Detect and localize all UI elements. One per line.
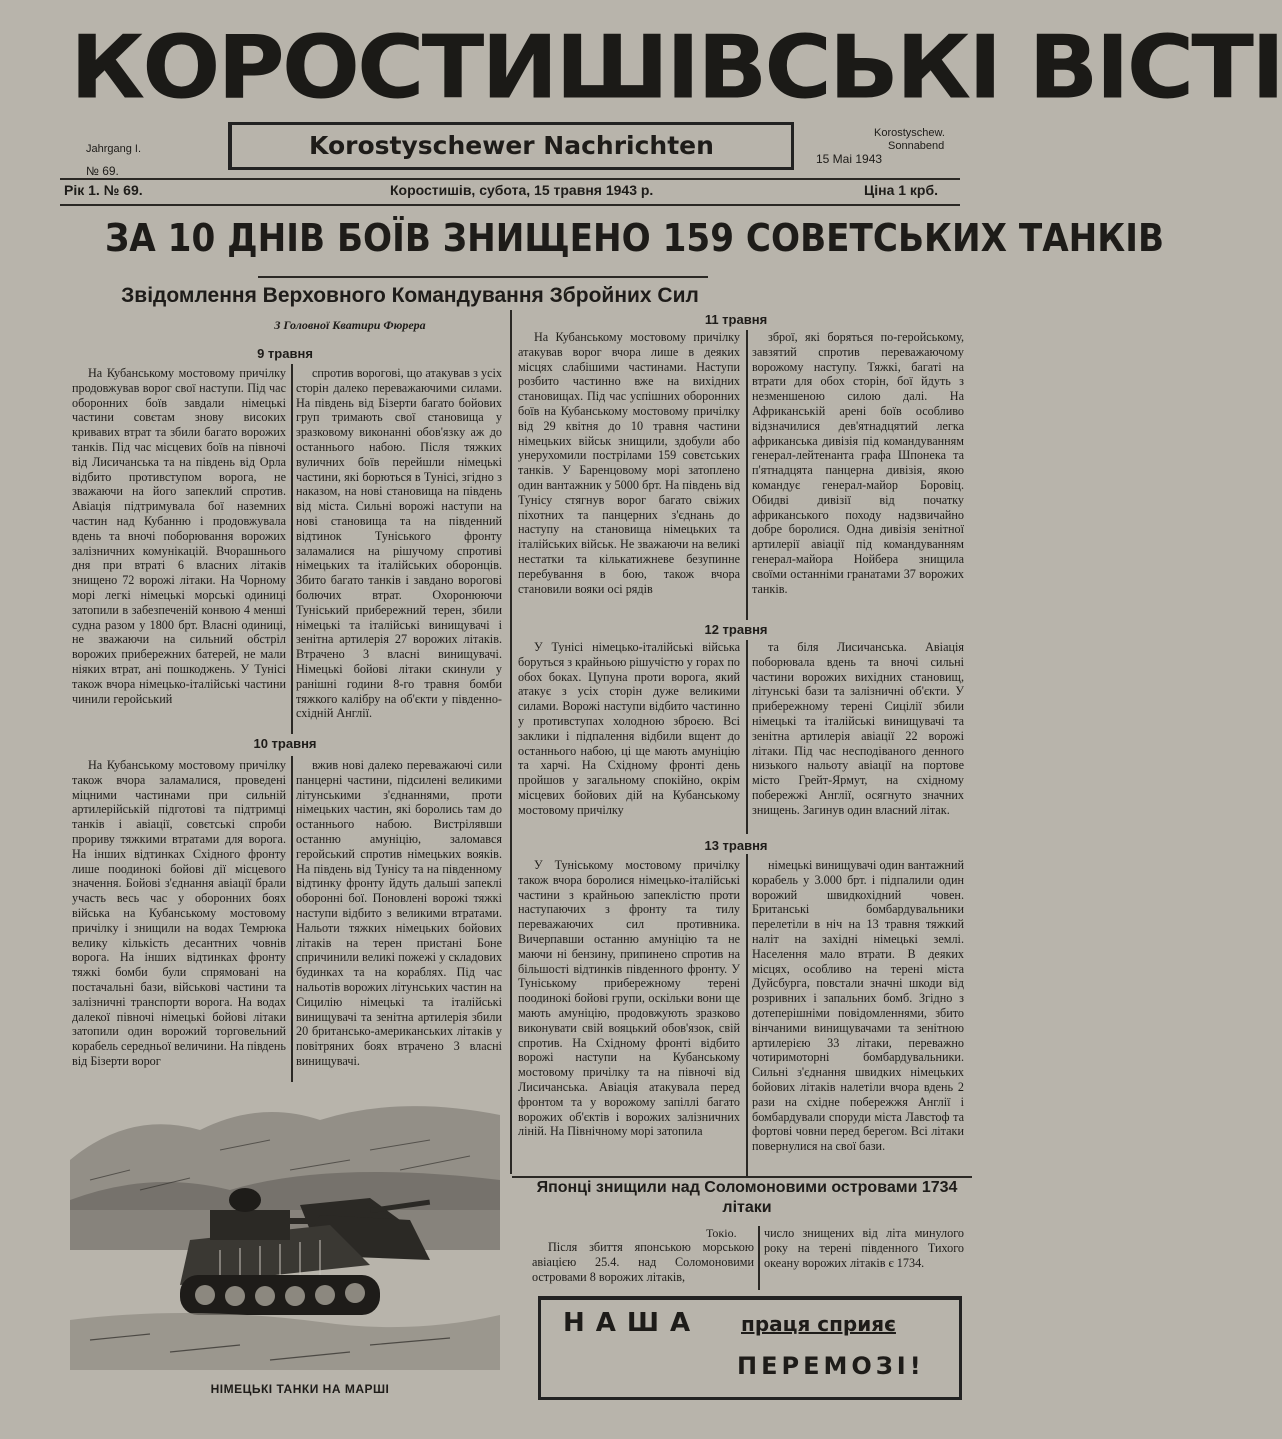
japan-text-1: Після збиття японською морською авіацією 25.4. над Соломоновими островами 8 ворожих літаків, [532,1240,754,1284]
report-source: З Головної Кватири Фюрера [274,318,426,332]
tank-drawing [70,1090,500,1370]
masthead-title: КОРОСТИШІВСЬКІ ВІСТІ [70,16,1282,119]
day-11-column-1 [518,330,740,618]
top-rule [60,178,960,180]
masthead-day: Sonnabend [888,140,945,152]
slogan-word-2: праця сприяє [741,1312,896,1336]
masthead-date: 15 Mai 1943 [816,152,883,166]
column-divider [758,1226,760,1290]
day-13-text-1: У Туніському мостовому причілку також вчора боролися німецько-італійські частини з крайньою запеклістю проти наступаючих з фронту та тилу переважаючих сил противника. Вичерпавши останню амуніцію та не маючи ні бензину, припинено спротив на більшості відтинків південного фронту. У Туніському прибережному терені поодинокі бойові групи, оскільки вони ще мають амуніцію, продовжують зразково виконувати свій вояцький обов'язок, свій спротив. На Східному фронті відбито ворожі наступи на Кубанському мостовому причілку та на півночі від Лисичанська. Авіація атакувала перед фронтом та у ворожому запіллі багато ворожих об'єктів і ворожих залізничних ліній. На Північному морі затопила [518,858,740,1139]
column-divider [746,640,748,834]
japan-column-2 [764,1226,964,1290]
day-10-column-1 [72,758,286,1082]
day-12-text-2: та біля Лисичанська. Авіація поборювала вдень та вночі сильні частини ворожих вихідних становищ, літунські бази та залізничні об'єкти. У прибережному терені Сицілії збили німецькі та італійські винищувачі та зенітна артилерія авіації 22 ворожі літаки. Під час несподіваного денного низького нальоту авіації на портове місто Грейт-Ярмут, на східному побережжі Англії, осягнуто значних знищень. Загинув один власний літак. [752,640,964,817]
tank-caption: НІМЕЦЬКІ ТАНКИ НА МАРШІ [210,1382,390,1396]
issue-number: Рік 1. № 69. [64,182,143,198]
page-divider [510,310,512,1174]
day-10-heading: 10 травня [253,736,317,751]
column-divider [291,364,293,734]
japan-column-1 [532,1240,754,1290]
day-13-column-1 [518,858,740,1174]
slogan-word-3: ПЕРЕМОЗІ! [737,1352,925,1380]
day-12-column-2 [752,640,964,834]
day-9-text-1: На Кубанському мостовому причілку продовжував ворог свої наступи. Під час оборонних боїв завдали німецькі частини совєтам знову високих кривавих втрат та збили багато ворожих танків. Під час місцевих боїв на півночі від Лисичанська та на південь від Орла відбито противступом ворога, не зважаючи на його запеклий спротив. Авіація підтримувала бої наземних частин над Кубанню і продовжувала вдень та вночі поборювання ворожих залізничних комунікацій. Вчорашнього дня при втраті 6 власних літаків знищено 72 ворожі літаки. На Чорному морі легкі німецькі морські одиниці затопили в забезпеченій конвою 4 менші судна разом у 1800 брт. Власні одиниці, не зважаючи на сильний обстріл ворожих прибережних батерей, не мали ніяких втрат, ані пошкоджень. У Тунісі також вчора німецько-італійські частини чинили геройський [72,366,286,706]
main-headline: ЗА 10 ДНІВ БОЇВ ЗНИЩЕНО 159 СОВЕТСЬКИХ ТАНКІВ [105,216,1165,260]
day-9-text-2: спротив ворогові, що атакував з усіх сторін далеко переважаючими силами. На південь від Бізерти багато бойових груп тримають свої становища у зразковому виконанні обов'язку аж до останнього набою. Після тяжких вуличних боїв перейшли німецькі частини, які борються в Тунісі, згідно з наказом, на нові становища на південь від міста. Сильні ворожі наступи на нові становища та на південний відтинок Туніського фронту заламалися на рішучому спротиві німецьких та італійських оборонців. Збито багато танків і завдано ворогові болючих втрат. Охоронюючи Туніський прибережний терен, збили німецькі та італійські винищувачі і зенітна артилерія 27 ворожих літаків. Втрачено 3 власні винищувачі. Німецькі бойові літаки скинули у ранішні години 8-го травня бомби тяжкого калібру на об'єкти у південно-східній Англії. [296,366,502,721]
day-10-column-2 [296,758,502,1068]
column-divider [746,854,748,1176]
report-title: Звідомлення Верховного Командування Збройних Сил [121,284,699,307]
masthead-year: Jahrgang I. [86,143,142,155]
dateline [64,182,954,202]
headline-rule [258,276,708,278]
japan-text-2: число знищених від літа минулого року на терені південного Тихого океану ворожих літаків є 1734. [764,1226,964,1270]
day-9-heading: 9 травня [257,346,313,361]
place-date: Коростишів, субота, 15 травня 1943 р. [390,182,654,198]
day-11-text-1: На Кубанському мостовому причілку атакував ворог вчора лише в деяких місцях слабішими частинами. Наступи розбито частинно вже на вихідних становищах. Під час успішних оборонних боїв на Кубанському мостовому причілку від 29 квітня до 10 травня частини німецьких військ знищили, здобули або унерухомили пострілами 159 совєтських танків. У Баренцовому морі затоплено один вантажник у 5000 брт. На південь від Тунісу стягнув ворог багато свіжих піхотних та панцерних з'єднань до наступу на становища німецьких та італійських військ. Не зважаючи на великі нестатки та кількатижневе безупинне перебування в бою, також вчора становили вояки осі рядів [518,330,740,596]
tank-illustration [70,1090,500,1370]
day-12-heading: 12 травня [704,622,768,637]
masthead-subtitle: Korostyschewer Nachrichten [228,122,794,170]
japan-place: Токіо. [706,1226,737,1240]
masthead-place: Korostyschew. [874,127,945,139]
day-13-column-2 [752,858,964,1174]
column-divider [291,756,293,1082]
dateline-rule [60,204,960,206]
price: Ціна 1 крб. [864,182,939,198]
slogan-box [538,1296,962,1400]
masthead-number: № 69. [86,164,119,178]
day-9-column-2 [296,366,502,722]
column-divider [746,330,748,620]
slogan-word-1: НАША [563,1308,702,1338]
day-11-column-2 [752,330,964,608]
day-12-text-1: У Тунісі німецько-італійські війська боруться з крайньою рішучістю у горах по обох боках. Цупуна проти ворога, який атакує з усіх сторін дуже великими силами. Ворожі наступи відбито частинно у противступах холодною зброєю. Всі заклики і підпалення відбили вщент до останнього набою, ці ще мають амуніцію та харчі. На Східному фронті день пройшов у загальному спокійно, окрім місцевих бойових дій на Кубанському мостовому причілку [518,640,740,817]
day-13-heading: 13 травня [704,838,768,853]
day-13-text-2: німецькі винищувачі один вантажний корабель у 3.000 брт. і підпалили один ворожий швидкохідний човен. Британські бомбардувальники перелетіли в ніч на 13 травня тяжкий наліт на західні німецькі землі. Населення мало втрати. В деяких місцях, особливо на терені міста Дуйсбурга, повстали значні шкоди від розривних і запальних бомб. Згідно з дотеперішніми повідомленнями, збито вінчаними винищувачами та зенітною артилерією 33 літаки, переважно чотиримоторні бомбардувальники. Сильні з'єднання швидких німецьких бойових літаків налетіли вчора вдень 2 рази на східне побережжя Англії і бомбардували споруди міста Лавстоф та фортові човни перед берегом. Всі літаки повернулися на свої бази. [752,858,964,1154]
day-10-text-1: На Кубанському мостовому причілку також вчора заламалися, проведені міцними частинами при сильній артилерійській підготові та підтримці танків і авіації, совєтські спроби прориву тяжкими втратами для ворога. На інших відтинках Східного фронту лише поодинокі бойові дії місцевого значення. Бойові з'єднання авіації брали участь весь час у оборонних боях війська на Кубанському мостовому причілку і знищили на водах Темрюка велику кількість десантних човнів ворога. На інших відтинках фронту тяжкі бомби були спрямовані на постачальні бази, військові частини та залізничні транспорти ворога. На водах далекої півночі німецькі бойові літаки затопили один ворожий торговельний корабель середньої величини. На південь від Бізерти ворог [72,758,286,1068]
day-10-text-2: вжив нові далеко переважаючі сили панцерні частини, підсилені великими літунськими з'єднаннями, проти німецьких частин, які боролись там до останнього набою. Вистрілявши останню амуніцію, заломався геройський спротив німецьких вояків. На південь від Тунісу та на південному відтинку фронту йдуть дальші запеклі оборонні бої. Поновлені ворожі тяжкі наступи відбито з великими втратами. Нальоти тяжких німецьких бойових літаків на терен пристані Боне спричинили великі пожежі у складових будинках та на кораблях. Під час нальотів ворожих літунських частин на Сицилію німецькі та італійські винищувачі та зенітна артилерія збили 20 британсько-американських літаків у повітряних боях втрачено 3 власні винищувачі. [296,758,502,1068]
japan-title: Японці знищили над Соломоновими островами 1734 літаки [536,1179,958,1216]
day-12-column-1 [518,640,740,834]
day-11-heading: 11 травня [704,312,768,327]
day-9-column-1 [72,366,286,732]
day-11-text-2: зброї, які боряться по-геройському, завзятий спротив переважаючому ворожому наступу. Тяжкі, багаті на втрати для обох сторін, бої йдуть з незменшеною силою далі. На Африканській арені боїв особливо відзначилися дев'ятнадцятий легка африканська дивізія під командуванням генерал-лейтенанта графа Шпонека та п'ятнадцята панцерна дивізія, якою командує генерал-майор Боровіц. Обидві дивізії від початку африканського походу надзвичайно добре боролися. Одна дивізія зенітної артилерії авіації під командуванням генерал-майора Нойбера знищила своїми останніми гранатами 37 ворожих танків. [752,330,964,596]
